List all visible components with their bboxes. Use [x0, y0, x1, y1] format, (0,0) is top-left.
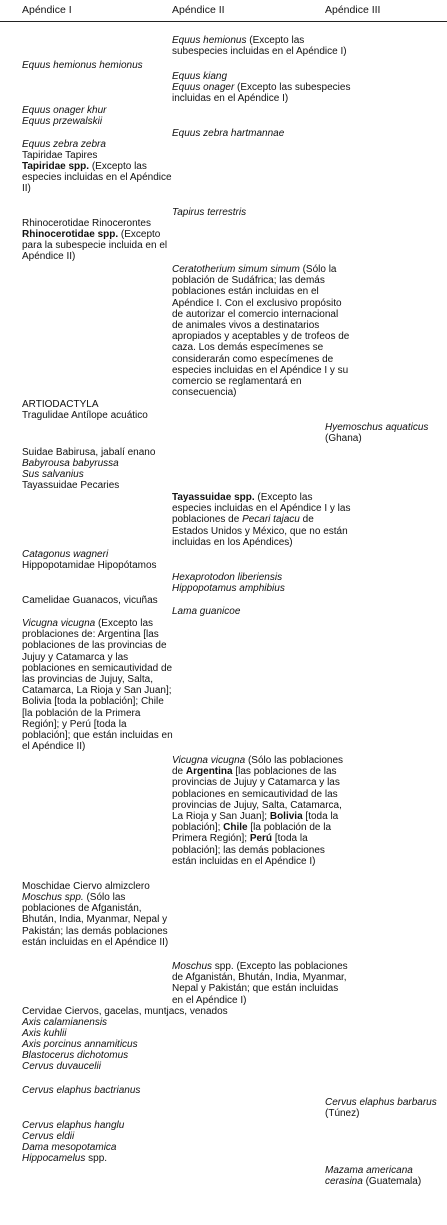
species-entry — [22, 218, 174, 229]
taxon-name: Hyemoschus aquaticus — [325, 422, 429, 433]
species-entry — [22, 60, 174, 71]
taxon-name: Blastocerus dichotomus — [22, 1050, 129, 1061]
entry-text: Tragulidae Antílope acuático — [22, 410, 148, 421]
taxon-name: Hexaprotodon liberiensis — [172, 572, 283, 583]
species-entry — [22, 1131, 174, 1142]
species-entry — [172, 264, 352, 398]
species-entry — [172, 572, 352, 583]
species-entry — [22, 469, 174, 480]
entry-text: spp. — [85, 1153, 108, 1164]
taxon-name: Catagonus wagneri — [22, 549, 109, 560]
species-entry — [325, 422, 447, 444]
entry-text: (Excepto las especies incluidas en el Apéndice I y las poblaciones de — [172, 492, 351, 526]
entry-text: (Guatemala) — [362, 1176, 422, 1188]
species-entry — [22, 618, 174, 752]
entry-text: spp. (Excepto las poblaciones de Afganistán, Bhután, India, Myanmar, Nepal y Pakistán; que están incluidas en el Apéndice I) — [172, 961, 348, 1006]
species-entry — [22, 1050, 174, 1061]
entry-text: (Excepto para la subespecie incluida en el Apéndice II) — [22, 229, 168, 263]
taxon-name: Vicugna vicugna — [172, 755, 246, 766]
bold-term: Argentina — [185, 766, 233, 778]
entry-text: [toda la población]; las demás poblaciones están incluidas en el Apéndice I) — [172, 833, 325, 867]
taxon-name: Dama mesopotamica — [22, 1142, 117, 1153]
entry-text: Cervidae Ciervos, gacelas, muntjacs, venados — [22, 1006, 228, 1017]
entry-text: [toda la población]; — [172, 811, 339, 834]
bold-term: Tayassuidae spp. — [172, 492, 255, 503]
species-entry — [172, 606, 352, 617]
species-entry — [22, 1085, 174, 1096]
species-entry — [22, 549, 174, 560]
species-entry — [22, 560, 174, 571]
species-entry — [172, 583, 352, 594]
taxon-name: Axis calamianensis — [22, 1017, 108, 1028]
taxon-name: Equus hemionus hemionus — [22, 60, 143, 71]
taxon-name: Pecari tajacu — [242, 514, 300, 526]
taxon-name: Equus zebra hartmannae — [172, 128, 285, 139]
entry-text: [la población de la Primera Región]; — [172, 822, 332, 845]
bold-term: Perú — [249, 833, 273, 845]
species-entry — [22, 1017, 174, 1028]
species-entry — [325, 1097, 447, 1119]
taxon-name: Cervus elaphus barbarus — [325, 1097, 437, 1108]
entry-text: [las poblaciones de las provincias de Jujuy y Catamarca y las poblaciones en semicautividad de las provincias de Jujuy, Salta, Catamarca, La Rioja y San Juan]; — [172, 766, 342, 823]
species-entry — [172, 128, 352, 139]
entry-text: Tayassuidae Pecaries — [22, 480, 120, 491]
species-entry — [22, 105, 174, 116]
species-entry — [22, 161, 174, 195]
entry-text: (Túnez) — [325, 1108, 360, 1120]
species-entry — [22, 150, 174, 161]
species-entry — [172, 71, 352, 82]
species-entry — [172, 207, 352, 218]
species-entry — [22, 458, 174, 469]
taxon-name: Equus hemionus — [172, 35, 247, 46]
taxon-name: Lama guanicoe — [172, 606, 241, 617]
taxon-name: Cervus eldii — [22, 1131, 75, 1142]
entry-text: (Excepto las especies incluidas en el Apéndice II) — [22, 161, 172, 195]
entry-text: (Excepto las subespecies incluidas en el Apéndice I) — [172, 35, 347, 58]
bold-term: Bolivia — [269, 811, 303, 823]
species-entry — [22, 116, 174, 127]
taxon-name: Sus salvanius — [22, 469, 84, 480]
species-entry — [325, 1165, 447, 1187]
entry-text: (Excepto las problaciones de: Argentina [las poblaciones de las provincias de Jujuy y Catamarca y las poblaciones en semicautividad de las provincias de Jujuy, Salta, Catamarca, La Rioja y San Juan]; Bolivia [toda la población]; Chile [la población de la Primera Región]; y Perú [toda la población]; que están incluidas en el Apéndice II) — [22, 618, 173, 753]
taxon-name: Axis kuhlii — [22, 1028, 67, 1039]
entry-text: Moschidae Ciervo almizclero — [22, 881, 150, 892]
taxon-name: Cervus elaphus bactrianus — [22, 1085, 141, 1096]
entry-text: Suidae Babirusa, jabalí enano — [22, 447, 156, 458]
species-entry — [22, 881, 174, 892]
header-rule — [0, 21, 447, 22]
taxon-name: Equus onager — [172, 82, 235, 93]
entry-text: ARTIODACTYLA — [22, 399, 99, 410]
species-entry — [22, 139, 174, 150]
species-entry — [22, 229, 174, 263]
taxon-name: Tapirus terrestris — [172, 207, 247, 218]
column-header-appendix-1: Apéndice I — [22, 4, 72, 16]
taxon-name: Axis porcinus annamiticus — [22, 1039, 138, 1050]
species-entry — [22, 447, 174, 458]
species-entry — [22, 399, 174, 410]
species-entry — [172, 755, 352, 867]
species-entry — [22, 595, 174, 606]
species-entry — [172, 82, 352, 104]
entry-text: Camelidae Guanacos, vicuñas — [22, 595, 158, 606]
column-header-appendix-2: Apéndice II — [172, 4, 225, 16]
entry-text: de Estados Unidos y México, que no están incluidas en los Apéndices) — [172, 514, 348, 548]
entry-text: (Sólo las poblaciones de Afganistán, Bhután, India, Myanmar, Nepal y Pakistán; las demás poblaciones están incluidas en el Apéndice II) — [22, 892, 169, 948]
entry-text: (Sólo las poblaciones de — [172, 755, 344, 778]
species-entry — [22, 892, 174, 948]
taxon-name: Mazama americana cerasina — [325, 1165, 413, 1188]
taxon-name: Ceratotherium simum simum — [172, 264, 300, 275]
taxon-name: Hippopotamus amphibius — [172, 583, 285, 594]
entry-text: Tapiridae Tapires — [22, 150, 98, 161]
entry-text: (Excepto las subespecies incluidas en el Apéndice I) — [172, 82, 351, 105]
taxon-name: Equus kiang — [172, 71, 228, 82]
entry-text: (Ghana) — [325, 433, 362, 445]
taxon-name: Equus zebra zebra — [22, 139, 106, 150]
entry-text: Hippopotamidae Hipopótamos — [22, 560, 157, 571]
entry-text: (Sólo la población de Sudáfrica; las demás poblaciones están incluidas en el Apéndice I. Con el exclusivo propósito de autorizar el comercio internacional de animales vivos a destinatarios apropiados y aceptables y de trofeos de caza. Los demás especímenes se considerarán como especímenes de especies incluidas en el Apéndice I y su comercio se reglamentará en consecuencia) — [172, 264, 350, 399]
species-entry — [22, 1061, 174, 1072]
species-entry — [22, 1006, 322, 1017]
taxon-name: Cervus elaphus hanglu — [22, 1120, 125, 1131]
species-entry — [172, 492, 352, 548]
species-entry — [22, 1028, 174, 1039]
bold-term: Tapiridae spp. — [22, 161, 90, 172]
entry-text: Rhinocerotidae Rinocerontes — [22, 218, 151, 229]
column-header-appendix-3: Apéndice III — [325, 4, 381, 16]
taxon-name: Hippocamelus — [22, 1153, 86, 1164]
species-entry — [22, 480, 174, 491]
bold-term: Rhinocerotidae spp. — [22, 229, 119, 240]
taxon-name: Cervus duvaucelii — [22, 1061, 101, 1072]
species-entry — [22, 410, 174, 421]
species-entry — [172, 961, 352, 1006]
taxon-name: Moschus spp. — [22, 892, 84, 903]
taxon-name: Babyrousa babyrussa — [22, 458, 119, 469]
species-entry — [22, 1120, 174, 1131]
taxon-name: Equus onager khur — [22, 105, 107, 116]
species-entry — [22, 1153, 174, 1164]
species-entry — [22, 1039, 174, 1050]
bold-term: Chile — [223, 822, 248, 834]
species-entry — [172, 35, 352, 57]
taxon-name: Vicugna vicugna — [22, 618, 96, 629]
taxon-name: Equus przewalskii — [22, 116, 103, 127]
taxon-name: Moschus — [172, 961, 213, 972]
species-entry — [22, 1142, 174, 1153]
